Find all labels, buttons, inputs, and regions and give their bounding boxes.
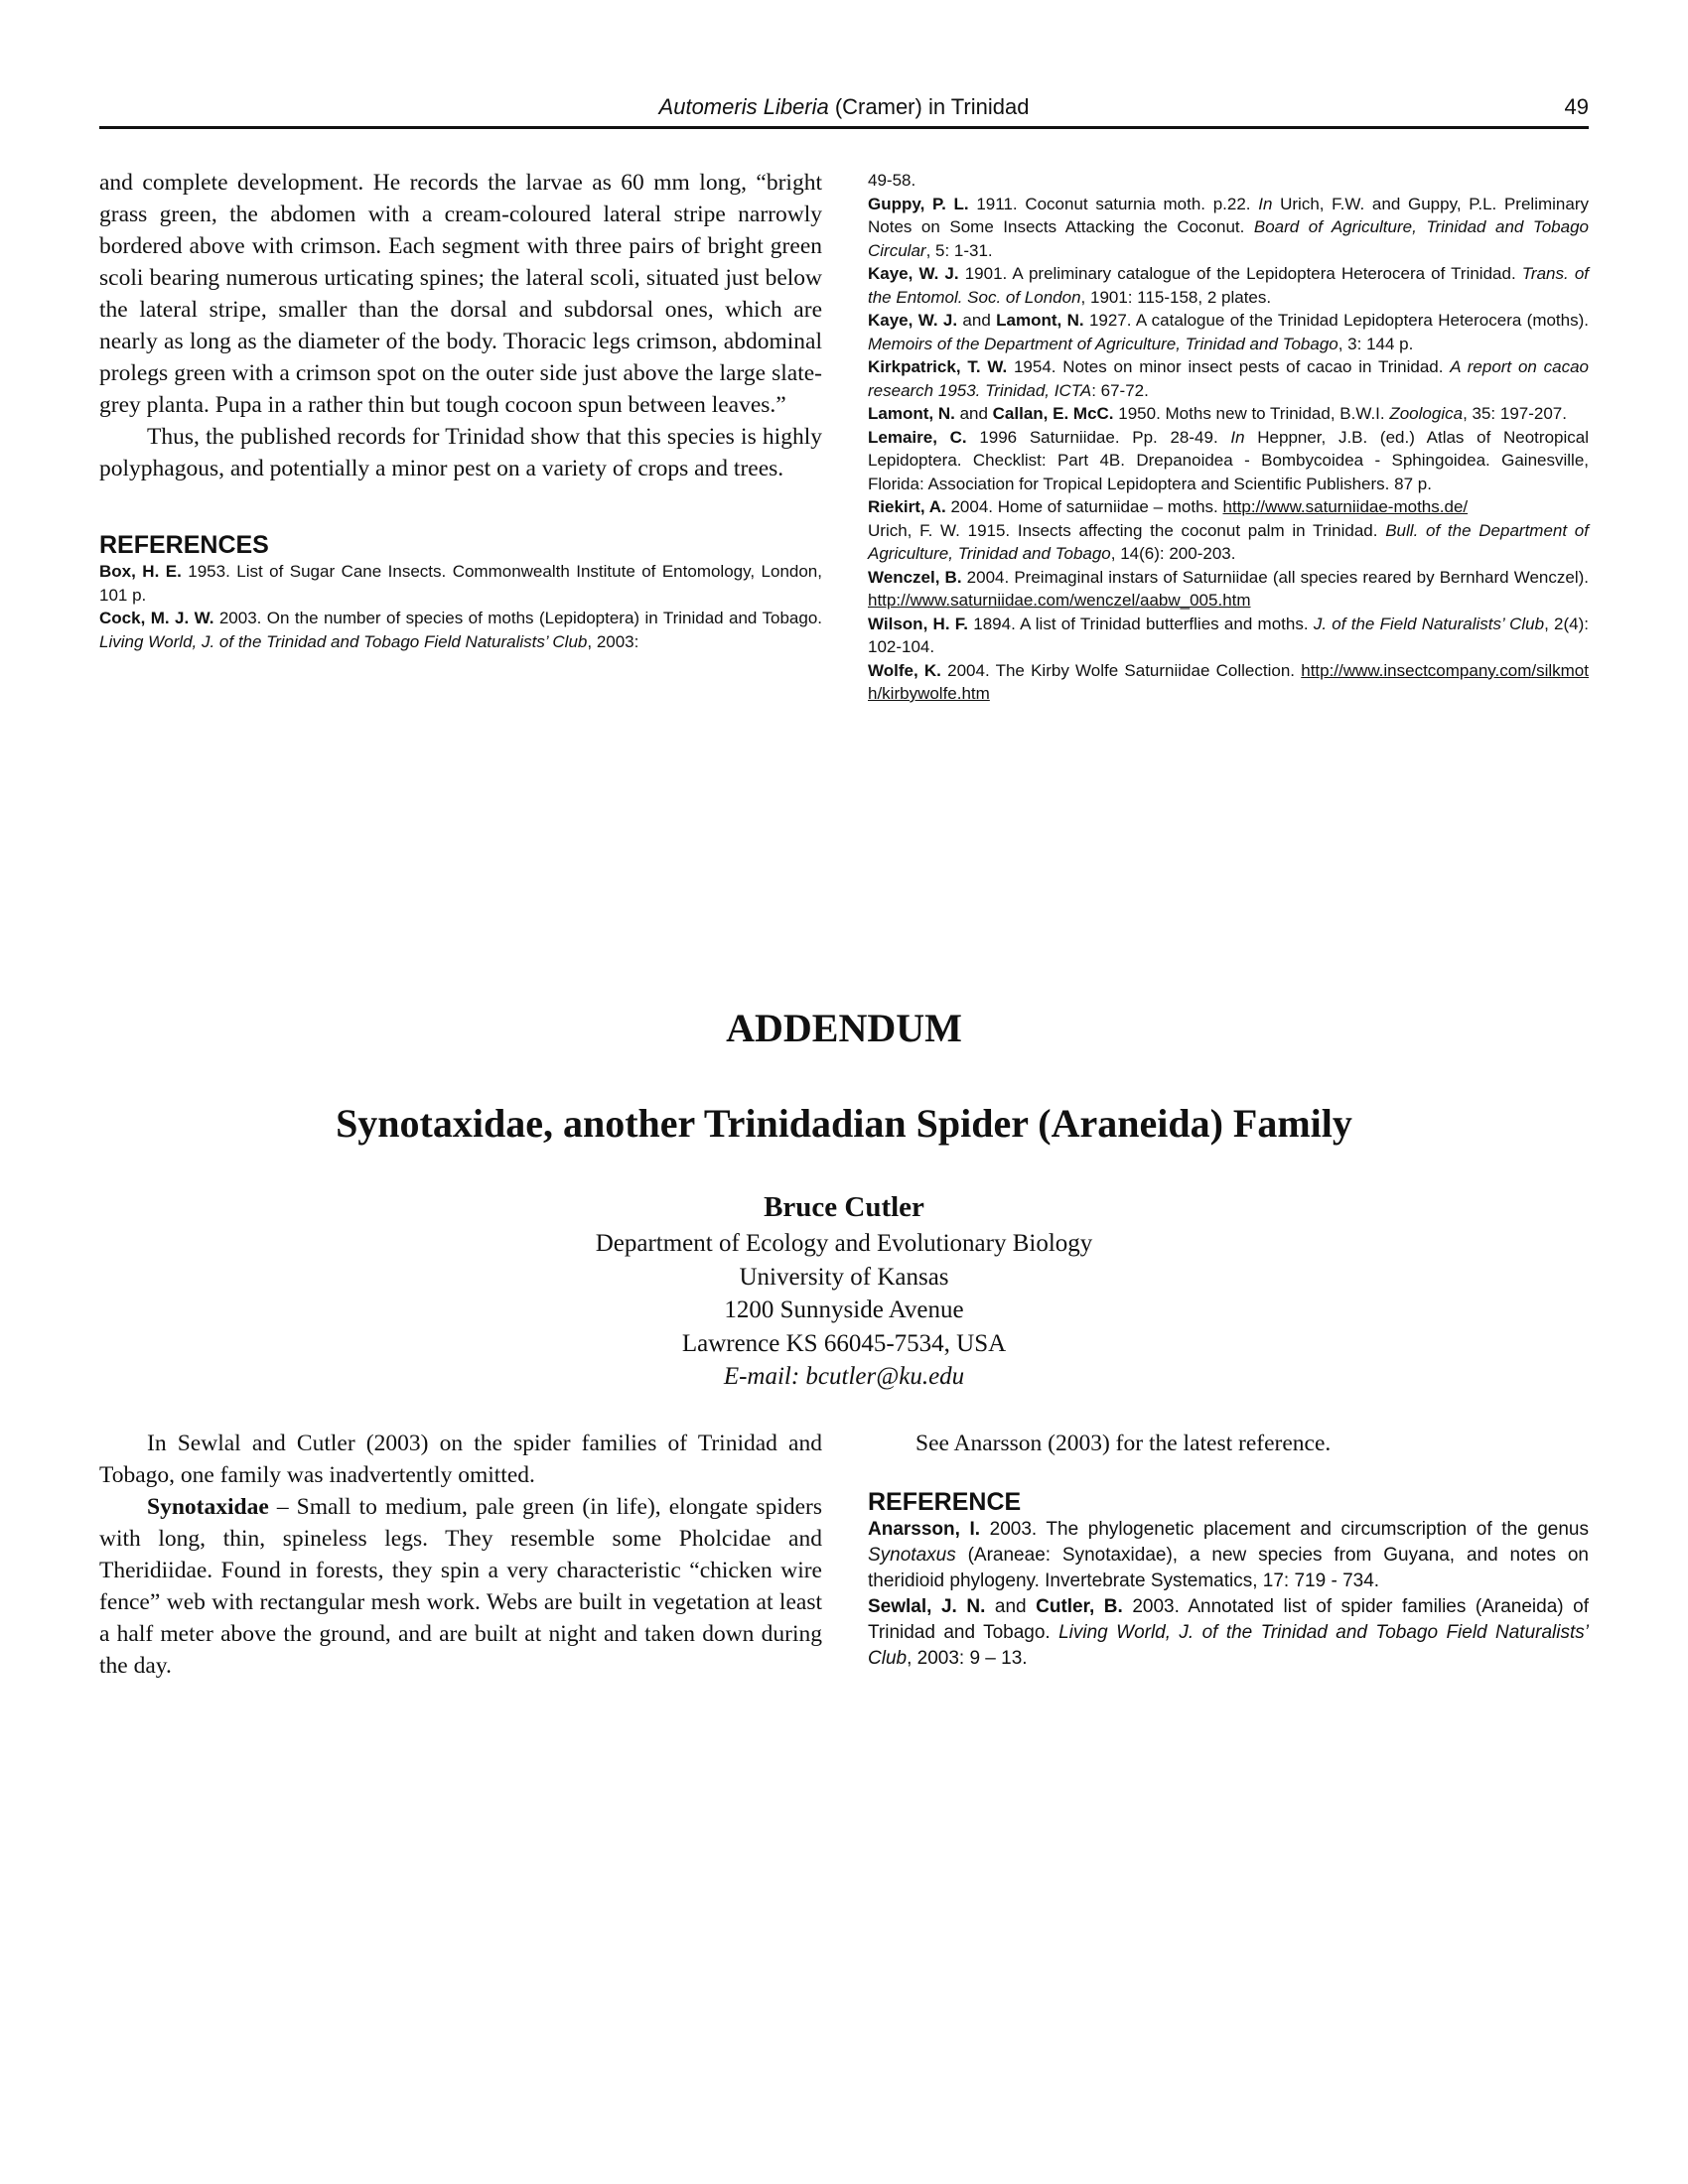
running-title (99, 94, 1589, 120)
addendum-right-column (868, 1428, 1589, 1672)
page-number: 49 (1564, 94, 1589, 119)
reference-entry: Kaye, W. J. 1901. A preliminary catalogue of the Lepidoptera Heterocera of Trinidad. Trans. of the Entomol. Soc. of London, 1901: 115-158, 2 plates. (868, 264, 1590, 307)
top-left-column (99, 167, 822, 653)
reference-entry: Cock, M. J. W. 2003. On the number of species of moths (Lepidoptera) in Trinidad and Tobago. Living World, J. of the Trinidad and Tobago Field Naturalists’ Club, 2003: (99, 609, 822, 651)
reference-heading: REFERENCE (868, 1488, 1022, 1516)
article-title: Synotaxidae, another Trinidadian Spider (Araneida) Family (336, 1101, 1352, 1146)
reference-entry: Wilson, H. F. 1894. A list of Trinidad butterflies and moths. J. of the Field Naturalists’ Club, 2(4): 102-104. (868, 614, 1589, 656)
author-email[interactable]: E-mail: bcutler@ku.edu (723, 1363, 965, 1390)
addendum-body (99, 1428, 822, 1682)
reference-entry: Riekirt, A. 2004. Home of saturniidae – moths. http://www.saturniidae-moths.de/ (868, 497, 1469, 516)
reference-entry: Box, H. E. 1953. List of Sugar Cane Insects. Commonwealth Institute of Entomology, London, 101 p. (99, 562, 822, 605)
body-text (99, 167, 822, 484)
author-affiliation (0, 1227, 1688, 1394)
reference-entry: Sewlal, J. N. and Cutler, B. 2003. Annotated list of spider families (Araneida) of Trinidad and Tobago. Living World, J. of the Trinidad and Tobago Field Naturalists’ Club, 2003: 9 – 13. (868, 1596, 1589, 1669)
reference-entry: Kaye, W. J. and Lamont, N. 1927. A catalogue of the Trinidad Lepidoptera Heterocera (moths). Memoirs of the Department of Agriculture, Trinidad and Tobago, 3: 144 p. (868, 311, 1589, 353)
reference-entry: Lemaire, C. 1996 Saturniidae. Pp. 28-49. In Heppner, J.B. (ed.) Atlas of Neotropical Lepidoptera. Checklist: Part 4B. Drepanoidea - Bombycoidea - Sphingoidea. Gainesville, Florida: Association for Tropical Lepidoptera and Scientific Publishers. 87 p. (868, 427, 1589, 493)
reference-entry: Kirkpatrick, T. W. 1954. Notes on minor insect pests of cacao in Trinidad. A report on cacao research 1953. Trinidad, ICTA: 67-72. (868, 357, 1590, 400)
addendum-left-column (99, 1428, 822, 1682)
addendum-body (868, 1428, 1589, 1459)
paragraph: See Anarsson (2003) for the latest reference. (915, 1431, 1332, 1456)
reference-link[interactable]: http://www.insectcompany.com/silkmoth/kirbywolfe.htm (868, 660, 1589, 703)
paragraph: and complete development. He records the larvae as 60 mm long, “bright grass green, the abdomen with a cream-coloured lateral stripe narrowly bordered above with crimson. Each segment with three pairs of bright green scoli bearing numerous urticating spines; the lateral scoli, situated just below the lateral stripe, smaller than the dorsal and subdorsal ones, which are nearly as long as the diameter of the body. Thoracic legs crimson, abdominal prolegs green with a crimson spot on the outer side just above the large slate-grey planta. Pupa in a rather thin but tough cocoon spun between leaves.” (99, 170, 822, 418)
running-title-rest: (Cramer) in Trinidad (828, 94, 1030, 119)
reference-continuation: 49-58. (868, 171, 916, 190)
reference-entry: Guppy, P. L. 1911. Coconut saturnia moth. p.22. In Urich, F.W. and Guppy, P.L. Preliminary Notes on Some Insects Attacking the Coconut. Board of Agriculture, Trinidad and Tobago Circular, 5: 1-31. (868, 194, 1589, 260)
affiliation-line: University of Kansas (739, 1263, 949, 1291)
reference-entry: Urich, F. W. 1915. Insects affecting the coconut palm in Trinidad. Bull. of the Department of Agriculture, Trinidad and Tobago, 14(6): 200-203. (868, 520, 1589, 563)
reference-entry: Anarsson, I. 2003. The phylogenetic placement and circumscription of the genus Synotaxus (Araneae: Synotaxidae), a new species from Guyana, and notes on theridioid phylogeny. Invertebrate Systematics, 17: 719 - 734. (868, 1519, 1589, 1591)
running-header (99, 94, 1589, 129)
running-title-italic: Automeris Liberia (658, 94, 829, 119)
reference-entry: Wolfe, K. 2004. The Kirby Wolfe Saturniidae Collection. http://www.insectcompany.com/silkmoth/kirbywolfe.htm (868, 660, 1589, 703)
top-right-column (868, 169, 1589, 706)
paragraph: Thus, the published records for Trinidad show that this species is highly polyphagous, and potentially a minor pest on a variety of crops and trees. (99, 424, 822, 481)
affiliation-line: Department of Ecology and Evolutionary Biology (595, 1230, 1093, 1257)
reference-link[interactable]: http://www.saturniidae.com/wenczel/aabw_005.htm (868, 591, 1251, 610)
addendum-heading: ADDENDUM (726, 1006, 962, 1050)
family-name: Synotaxidae (147, 1494, 269, 1520)
reference-entry: Wenczel, B. 2004. Preimaginal instars of Saturniidae (all species reared by Bernhard Wenczel). http://www.saturniidae.com/wenczel/aabw_005.htm (868, 567, 1590, 610)
reference-link[interactable]: http://www.saturniidae-moths.de/ (1222, 497, 1469, 516)
reference-entry: Lamont, N. and Callan, E. McC. 1950. Moths new to Trinidad, B.W.I. Zoologica, 35: 197-207. (868, 404, 1567, 423)
references-heading: REFERENCES (99, 531, 269, 559)
affiliation-line: Lawrence KS 66045-7534, USA (681, 1329, 1007, 1357)
author-name: Bruce Cutler (764, 1191, 924, 1223)
paragraph: Synotaxidae – Small to medium, pale green (in life), elongate spiders with long, thin, spineless legs. They resemble some Pholcidae and Theridiidae. Found in forests, they spin a very characteristic “chicken wire fence” web with rectangular mesh work. Webs are built in vegetation at least a half meter above the ground, and are built at night and taken down during the day. (99, 1494, 822, 1679)
affiliation-line: 1200 Sunnyside Avenue (724, 1297, 964, 1323)
paragraph: In Sewlal and Cutler (2003) on the spider families of Trinidad and Tobago, one family was inadvertently omitted. (99, 1431, 822, 1488)
